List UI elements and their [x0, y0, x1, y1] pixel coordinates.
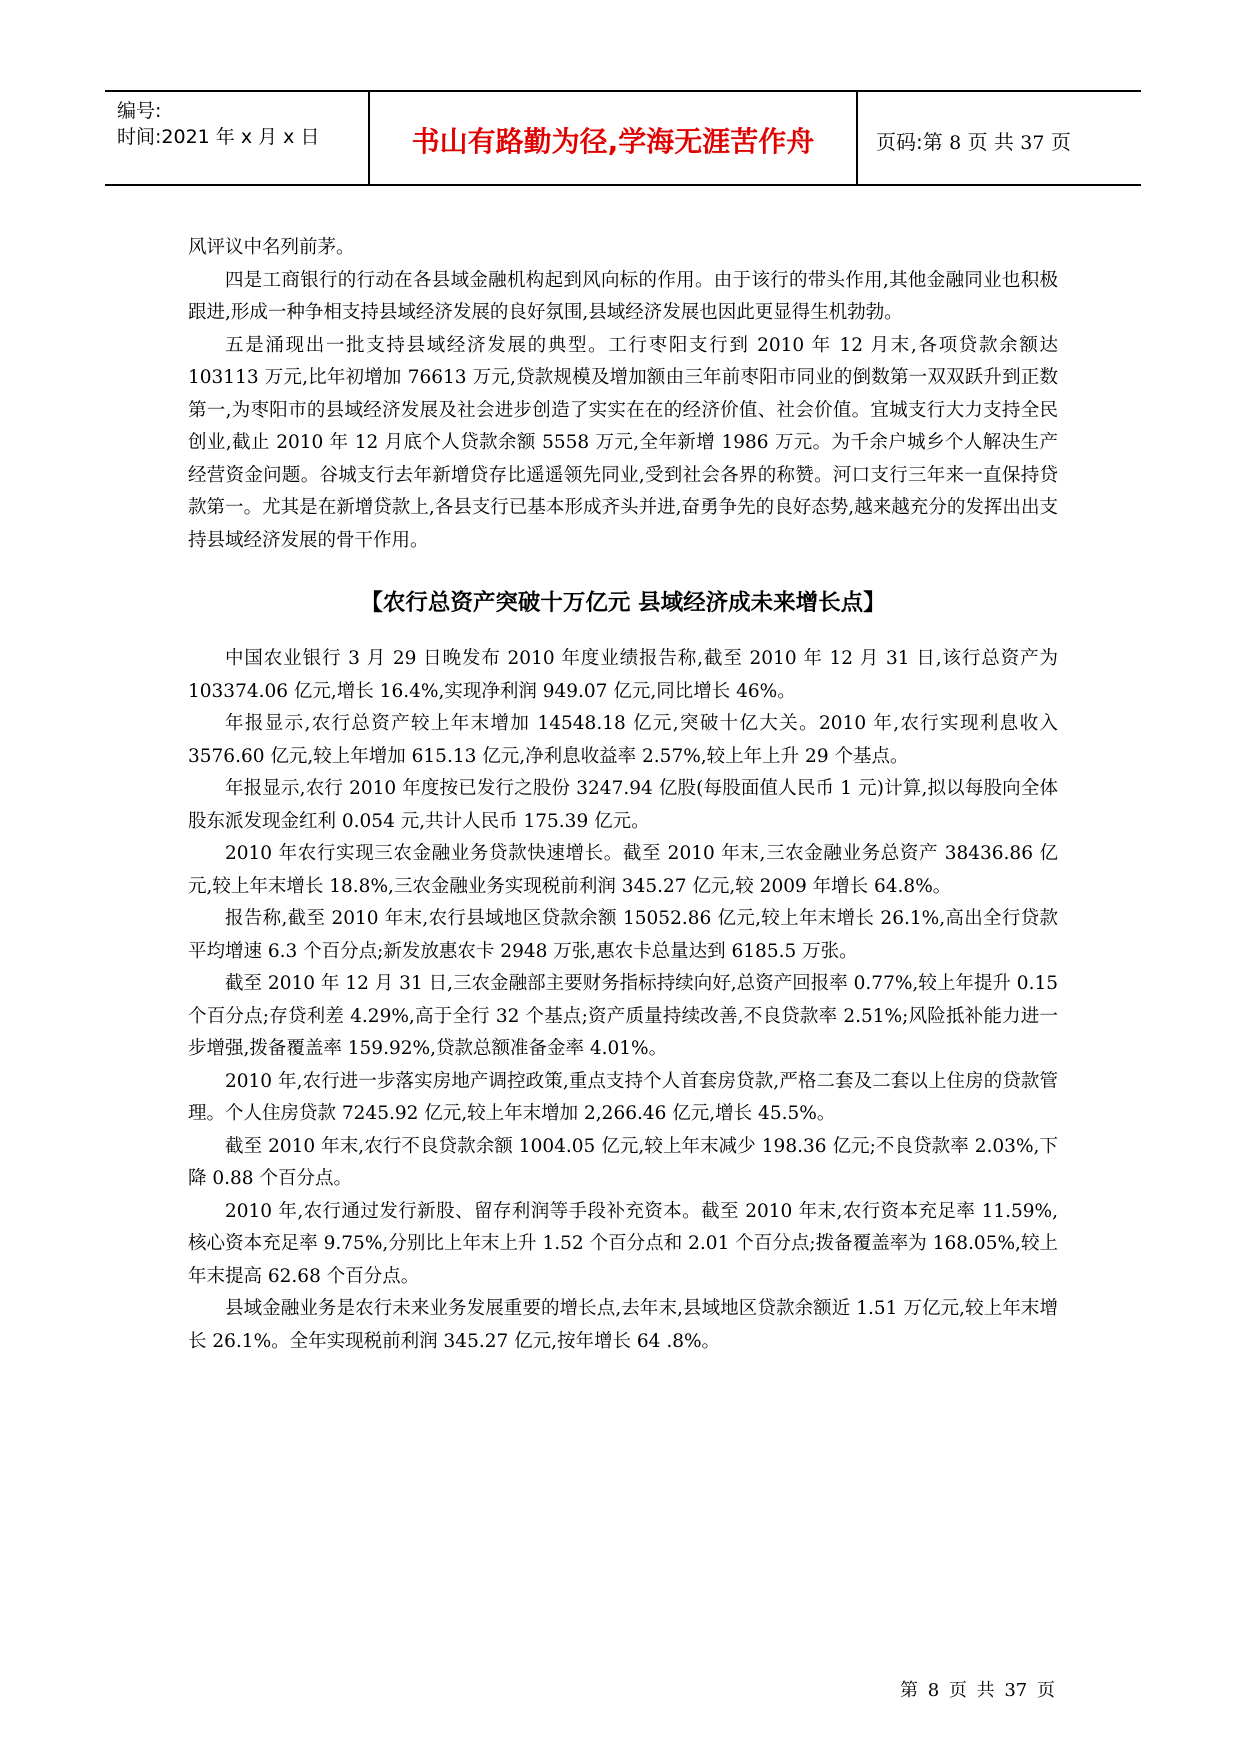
paragraph: 风评议中名列前茅。	[188, 237, 355, 258]
paragraph: 报告称,截至 2010 年末,农行县域地区贷款余额 15052.86 亿元,较上年末增长 26.1%,高出全行贷款平均增速 6.3 个百分点;新发放惠农卡 2948 万张,惠农卡总量达到 6185.5 万张。	[188, 908, 1058, 962]
page-mid: 页 共	[967, 130, 1014, 154]
paragraph: 年报显示,农行总资产较上年末增加 14548.18 亿元,突破十亿大关。2010 年,农行实现利息收入 3576.60 亿元,较上年增加 615.13 亿元,净利息收益率 2.57%,较上年上升 29 个基点。	[188, 713, 1058, 767]
paragraph: 截至 2010 年 12 月 31 日,三农金融部主要财务指标持续向好,总资产回报率 0.77%,较上年提升 0.15 个百分点;存贷利差 4.29%,高于全行 32 个基点;资产质量持续改善,不良贷款率 2.51%;风险抵补能力进一步增强,拨备覆盖率 159.92%,贷款总额准备金率 4.01%。	[188, 973, 1058, 1059]
header-motto-cell	[370, 92, 858, 184]
page-header	[105, 90, 1141, 186]
paragraph: 县域金融业务是农行未来业务发展重要的增长点,去年末,县域地区贷款余额近 1.51 万亿元,较上年末增长 26.1%。全年实现税前利润 345.27 亿元,按年增长 64 .8%。	[188, 1298, 1058, 1352]
page-prefix: 页码:第	[876, 130, 943, 154]
paragraph: 五是涌现出一批支持县域经济发展的典型。工行枣阳支行到 2010 年 12 月末,各项贷款余额达 103113 万元,比年初增加 76613 万元,贷款规模及增加额由三年前枣阳市同业的倒数第一双双跃升到正数第一,为枣阳市的县域经济发展及社会进步创造了实实在在的经济价值、社会价值。宜城支行大力支持全民创业,截止 2010 年 12 月底个人贷款余额 5558 万元,全年新增 1986 万元。为千余户城乡个人解决生产经营资金问题。谷城支行去年新增贷存比遥遥领先同业,受到社会各界的称赞。河口支行三年来一直保持贷款第一。尤其是在新增贷款上,各县支行已基本形成齐头并进,奋勇争先的良好态势,越来越充分的发挥出出支持县域经济发展的骨干作用。	[188, 334, 1058, 551]
paragraph: 2010 年农行实现三农金融业务贷款快速增长。截至 2010 年末,三农金融业务总资产 38436.86 亿元,较上年末增长 18.8%,三农金融业务实现税前利润 345.27 亿元,较 2009 年增长 64.8%。	[188, 843, 1058, 897]
header-page-info	[876, 126, 1071, 155]
section-heading: 【农行总资产突破十万亿元 县域经济成未来增长点】	[360, 590, 886, 616]
paragraph: 2010 年,农行进一步落实房地产调控政策,重点支持个人首套房贷款,严格二套及二套以上住房的贷款管理。个人住房贷款 7245.92 亿元,较上年末增加 2,266.46 亿元,增长 45.5%。	[188, 1070, 1058, 1124]
paragraph: 四是工商银行的行动在各县域金融机构起到风向标的作用。由于该行的带头作用,其他金融同业也积极跟进,形成一种争相支持县域经济发展的良好氛围,县域经济发展也因此更显得生机勃勃。	[188, 269, 1058, 323]
header-motto: 书山有路勤为径,学海无涯苦作舟	[411, 125, 815, 158]
header-page-cell	[858, 92, 1141, 184]
paragraph: 年报显示,农行 2010 年度按已发行之股份 3247.94 亿股(每股面值人民币 1 元)计算,拟以每股向全体股东派发现金红利 0.054 元,共计人民币 175.39 亿元。	[188, 778, 1058, 832]
document-time-label: 时间:2021 年 x 月 x 日	[117, 126, 320, 148]
document-body	[188, 232, 1058, 1358]
page-suffix: 页	[1050, 130, 1071, 154]
paragraph: 中国农业银行 3 月 29 日晚发布 2010 年度业绩报告称,截至 2010 年 12 月 31 日,该行总资产为 103374.06 亿元,增长 16.4%,实现净利润 949.07 亿元,同比增长 46%。	[188, 648, 1058, 702]
page-current-number: 8	[949, 132, 962, 154]
page-footer: 第 8 页 共 37 页	[900, 1680, 1055, 1701]
document-number-label: 编号:	[117, 100, 162, 122]
page-total-number: 37	[1020, 132, 1045, 154]
paragraph: 2010 年,农行通过发行新股、留存利润等手段补充资本。截至 2010 年末,农行资本充足率 11.59%,核心资本充足率 9.75%,分别比上年末上升 1.52 个百分点和 2.01 个百分点;拨备覆盖率为 168.05%,较上年末提高 62.68 个百分点。	[188, 1200, 1058, 1287]
paragraph: 截至 2010 年末,农行不良贷款余额 1004.05 亿元,较上年末减少 198.36 亿元;不良贷款率 2.03%,下降 0.88 个百分点。	[188, 1135, 1058, 1189]
header-meta-cell	[105, 92, 370, 184]
